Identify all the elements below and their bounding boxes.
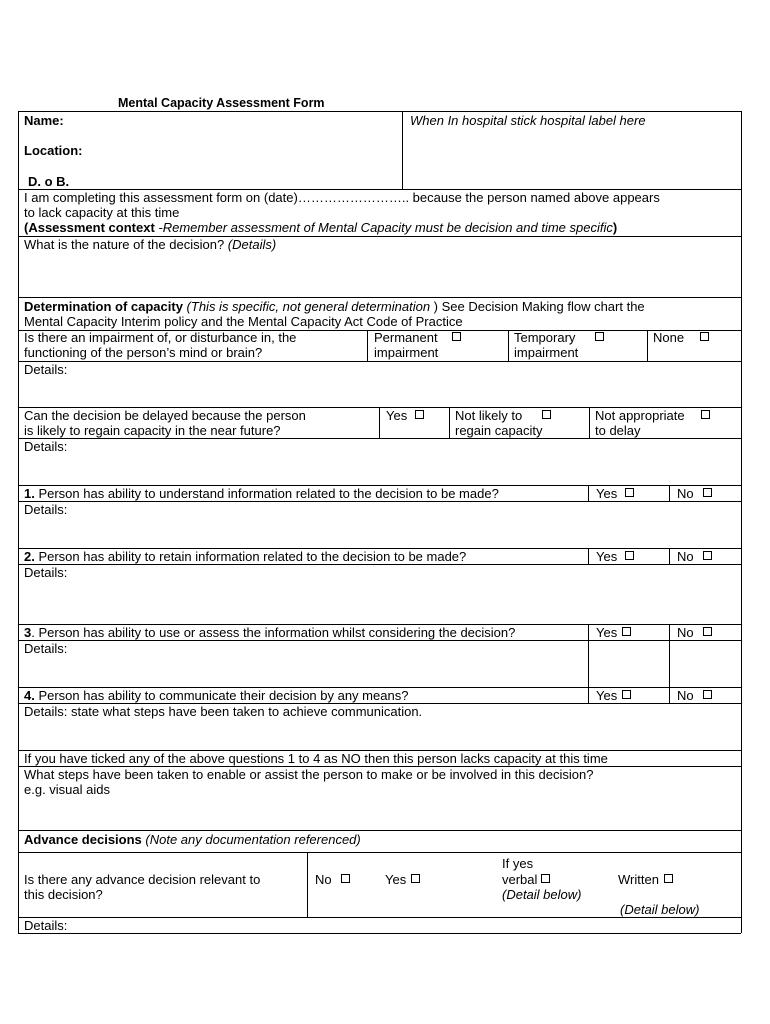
verbal-detail-below: (Detail below) [502,887,582,902]
q4-no-label: No [677,688,694,703]
not-likely-checkbox[interactable] [542,410,551,419]
form-title: Mental Capacity Assessment Form [118,96,325,110]
q3-details-label: Details: [24,641,68,656]
advance-decisions-heading [24,832,361,847]
temporary-checkbox[interactable] [595,332,604,341]
advance-question-2: this decision? [24,887,103,902]
impairment-details-label: Details: [24,362,68,377]
assessment-context [24,220,617,235]
determination-reference: ) See Decision Making flow chart the [433,299,645,314]
none-option[interactable] [653,330,709,345]
hospital-label-note: When In hospital stick hospital label here [410,113,646,128]
q2-no-checkbox[interactable] [703,551,712,560]
advance-no-checkbox[interactable] [341,874,350,883]
delay-details-label: Details: [24,439,68,454]
temporary-label-2: impairment [514,345,579,360]
not-appropriate-label-2: to delay [595,423,641,438]
impairment-question-1: Is there an impairment of, or disturbance in, the [24,330,297,345]
q4-yes-label: Yes [596,688,618,703]
q1-yes-checkbox[interactable] [625,488,634,497]
verbal-label: verbal [502,872,538,887]
delay-question-1: Can the decision be delayed because the person [24,408,306,423]
advance-no-option[interactable] [315,872,350,887]
q1-yes-option[interactable] [596,486,634,501]
written-detail-below: (Detail below) [620,902,700,917]
advance-decisions-note: (Note any documentation referenced) [141,832,361,847]
verbal-option[interactable] [502,872,550,887]
q2-no-option[interactable] [677,549,712,564]
dob-label: D. o B. [28,174,70,189]
nature-details-area[interactable] [19,253,740,296]
q1-yes-label: Yes [596,486,618,501]
nature-question-text: What is the nature of the decision? [24,237,228,252]
q3-no-checkbox[interactable] [703,627,712,636]
not-appropriate-option[interactable] [595,408,710,423]
impairment-question-2: functioning of the person’s mind or brain? [24,345,263,360]
not-likely-option[interactable] [455,408,551,423]
q2-yes-option[interactable] [596,549,634,564]
permanent-checkbox[interactable] [452,332,461,341]
location-label: Location: [24,143,83,158]
determination-title: Determination of capacity [24,299,183,314]
permanent-option[interactable] [374,330,461,345]
delay-question-2: is likely to regain capacity in the near future? [24,423,281,438]
delay-yes-checkbox[interactable] [415,410,424,419]
q4-details-label: Details: state what steps have been taken to achieve communication. [24,704,423,719]
temporary-label: Temporary [514,330,576,345]
question-2-number: 2. [24,549,35,564]
if-yes-label: If yes [502,856,534,871]
not-likely-label-2: regain capacity [455,423,543,438]
q4-no-checkbox[interactable] [703,690,712,699]
question-1 [24,486,499,501]
written-label: Written [618,872,659,887]
not-appropriate-label: Not appropriate [595,408,685,423]
determination-heading [24,299,645,314]
q1-details-label: Details: [24,502,68,517]
question-4 [24,688,408,703]
assessment-context-heading: (Assessment context [24,220,155,235]
q3-yes-option[interactable] [596,625,631,640]
completing-line-1: I am completing this assessment form on (date)…………………….. because the person named above appears [24,190,660,205]
advance-question-1: Is there any advance decision relevant to [24,872,261,887]
written-checkbox[interactable] [664,874,673,883]
assessment-context-note: -Remember assessment of Mental Capacity must be decision and time specific [154,220,613,235]
delay-yes-option[interactable] [386,408,424,423]
steps-question: What steps have been taken to enable or assist the person to make or be involved in this decision? [24,767,594,782]
q4-yes-option[interactable] [596,688,631,703]
question-1-text: Person has ability to understand information related to the decision to be made? [34,486,499,501]
q2-yes-label: Yes [596,549,618,564]
determination-note: (This is specific, not general determination [182,299,434,314]
q1-no-option[interactable] [677,486,712,501]
question-3-text: . Person has ability to use or assess the information whilst considering the decision? [31,625,516,640]
question-4-text: Person has ability to communicate their decision by any means? [34,688,409,703]
question-3-number: 3 [24,625,32,640]
permanent-label: Permanent [374,330,438,345]
completing-line-2: to lack capacity at this time [24,205,180,220]
q2-details-label: Details: [24,565,68,580]
question-3 [24,625,515,640]
permanent-label-2: impairment [374,345,439,360]
none-label: None [653,330,685,345]
advance-no-label: No [315,872,332,887]
advance-decisions-title: Advance decisions [24,832,142,847]
q3-yes-label: Yes [596,625,618,640]
delay-yes-label: Yes [386,408,408,423]
temporary-option[interactable] [514,330,604,345]
lacks-capacity-statement: If you have ticked any of the above questions 1 to 4 as NO then this person lacks capacity at this time [24,751,608,766]
nature-details-hint: (Details) [227,237,277,252]
assessment-context-end: ) [612,220,618,235]
q4-no-option[interactable] [677,688,712,703]
question-2 [24,549,466,564]
written-option[interactable] [618,872,673,887]
nature-question [24,237,276,252]
not-likely-label: Not likely to [455,408,523,423]
question-4-number: 4. [24,688,35,703]
q2-no-label: No [677,549,694,564]
q3-yes-checkbox[interactable] [622,627,631,636]
none-checkbox[interactable] [700,332,709,341]
name-label: Name: [24,113,64,128]
not-appropriate-checkbox[interactable] [701,410,710,419]
question-1-number: 1. [24,486,35,501]
advance-details-label: Details: [24,918,68,933]
q1-no-label: No [677,486,694,501]
q3-no-label: No [677,625,694,640]
q3-no-option[interactable] [677,625,712,640]
advance-yes-checkbox[interactable] [411,874,420,883]
verbal-checkbox[interactable] [541,874,550,883]
question-2-text: Person has ability to retain information related to the decision to be made? [34,549,467,564]
q2-yes-checkbox[interactable] [625,551,634,560]
q4-yes-checkbox[interactable] [622,690,631,699]
q1-no-checkbox[interactable] [703,488,712,497]
advance-yes-option[interactable] [385,872,420,887]
advance-yes-label: Yes [385,872,407,887]
steps-example: e.g. visual aids [24,782,110,797]
determination-line-2: Mental Capacity Interim policy and the Mental Capacity Act Code of Practice [24,314,463,329]
